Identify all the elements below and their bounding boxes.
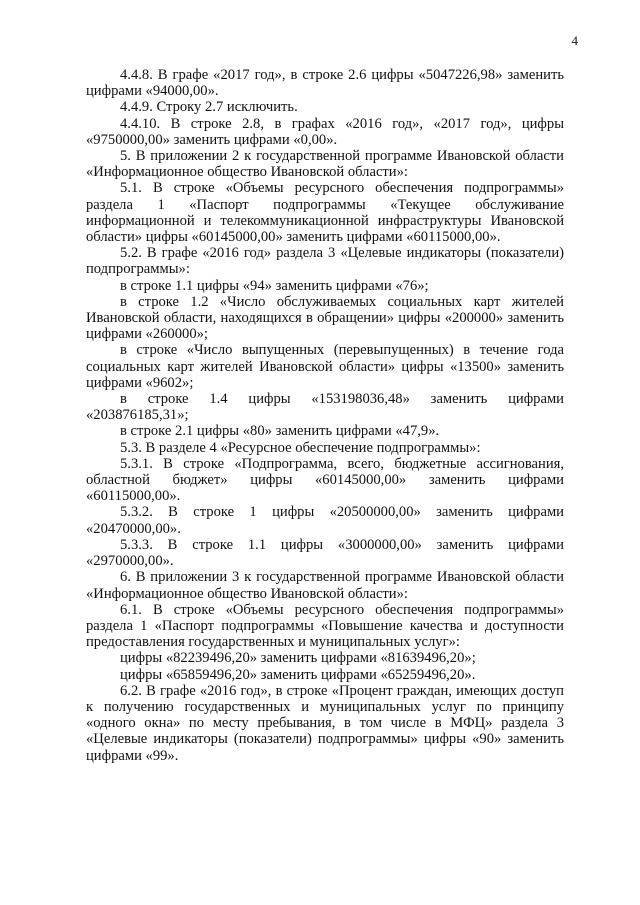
paragraph-6-1: 6.1. В строке «Объемы ресурсного обеспечения подпрограммы» раздела 1 «Паспорт подпрограммы «Повышение качества и доступности предоставления государственных и муниципальных услуг»: — [86, 601, 564, 651]
paragraph-5-2-line-cards: в строке «Число выпущенных (перевыпущенных) в течение года социальных карт жителей Ивановской области» цифры «13500» заменить цифрами «9602»; — [86, 342, 564, 391]
paragraph-5-2-line-2-1: в строке 2.1 цифры «80» заменить цифрами «47,9». — [120, 423, 440, 440]
page-number: 4 — [571, 33, 578, 48]
paragraph-5-3: 5.3. В разделе 4 «Ресурсное обеспечение подпрограммы»: — [120, 439, 481, 456]
paragraph-4-4-8: 4.4.8. В графе «2017 год», в строке 2.6 цифры «5047226,98» заменить цифрами «94000,00». — [86, 67, 564, 100]
paragraph-5-3-3: 5.3.3. В строке 1.1 цифры «3000000,00» заменить цифрами «2970000,00». — [86, 536, 564, 570]
paragraph-4-4-10: 4.4.10. В строке 2.8, в графах «2016 год», «2017 год», цифры «9750000,00» заменить цифрами «0,00». — [86, 115, 564, 148]
paragraph-6-2: 6.2. В графе «2016 год», в строке «Процент граждан, имеющих доступ к получению государственных и муниципальных услуг по принципу «одного окна» по месту пребывания, в том числе в МФЦ» раздела 3 «Целевые индикаторы (показатели) подпрограммы» цифры «90» заменить цифрами «99». — [86, 682, 564, 764]
paragraph-5-3-2: 5.3.2. В строке 1 цифры «20500000,00» заменить цифрами «20470000,00». — [86, 504, 564, 537]
paragraph-5: 5. В приложении 2 к государственной программе Ивановской области «Информационное общество Ивановской области»: — [86, 148, 564, 181]
paragraph-6: 6. В приложении 3 к государственной программе Ивановской области «Информационное общество Ивановской области»: — [86, 569, 564, 602]
paragraph-5-2: 5.2. В графе «2016 год» раздела 3 «Целевые индикаторы (показатели) подпрограммы»: — [86, 245, 564, 278]
paragraph-5-3-1: 5.3.1. В строке «Подпрограмма, всего, бюджетные ассигнования, областной бюджет» цифры «60145000,00» заменить цифрами «60115000,00». — [86, 455, 564, 505]
paragraph-4-4-9: 4.4.9. Строку 2.7 исключить. — [120, 99, 298, 116]
paragraph-6-1-line-1: цифры «82239496,20» заменить цифрами «81639496,20»; — [120, 650, 476, 667]
paragraph-5-2-line-1-2: в строке 1.2 «Число обслуживаемых социальных карт жителей Ивановской области, находящихся в обращении» цифры «200000» заменить цифрами «260000»; — [86, 293, 564, 343]
paragraph-5-2-line-1-1: в строке 1.1 цифры «94» заменить цифрами «76»; — [120, 277, 429, 294]
document-body — [86, 67, 564, 764]
paragraph-6-1-line-2: цифры «65859496,20» заменить цифрами «65259496,20». — [120, 666, 476, 683]
paragraph-5-1: 5.1. В строке «Объемы ресурсного обеспечения подпрограммы» раздела 1 «Паспорт подпрограммы «Текущее обслуживание информационной и телекоммуникационной инфраструктуры Ивановской области» цифры «60145000,00» заменить цифрами «60115000,00». — [86, 180, 564, 246]
paragraph-5-2-line-1-4: в строке 1.4 цифры «153198036,48» заменить цифрами «203876185,31»; — [86, 391, 564, 424]
